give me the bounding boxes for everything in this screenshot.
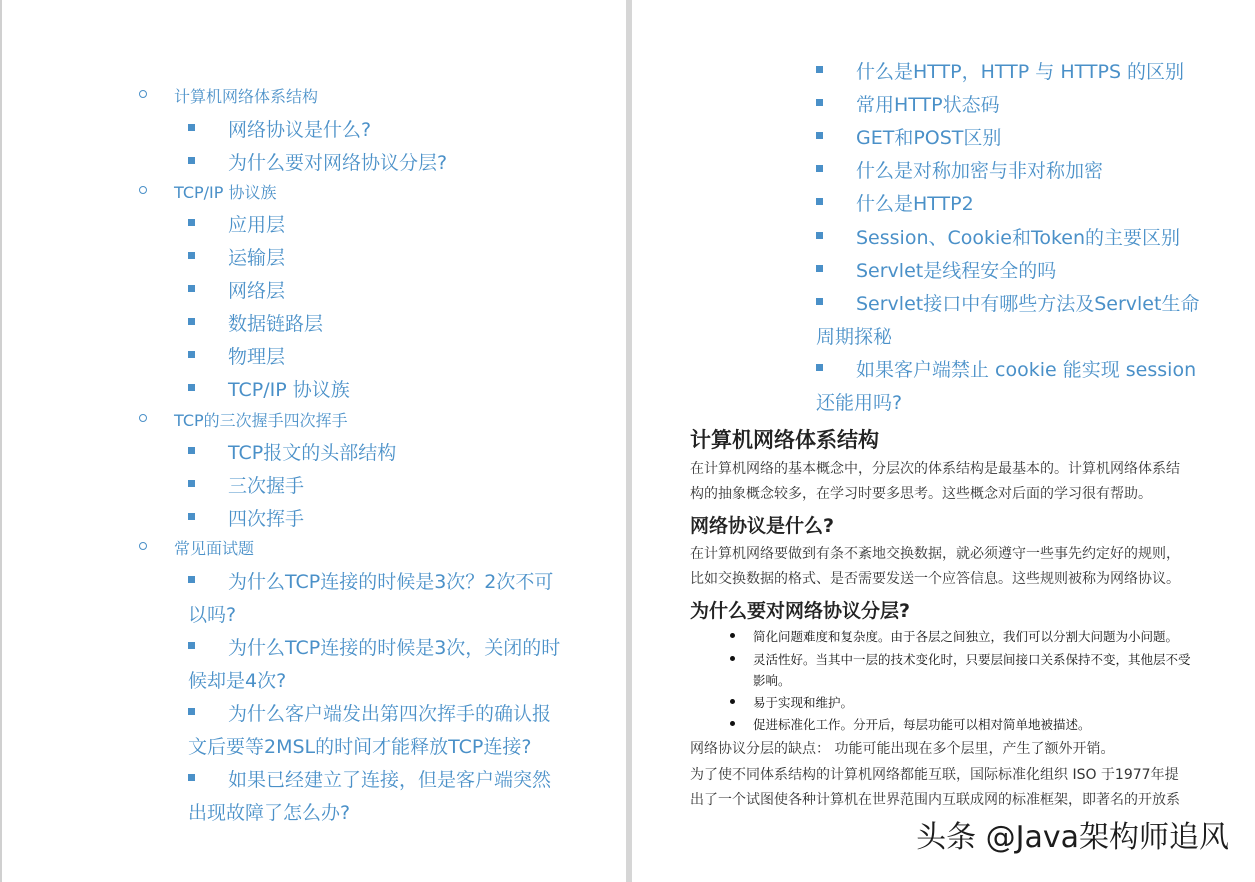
toc-sublink[interactable]: GET和POST区别	[856, 127, 1002, 149]
toc-sublink[interactable]: 数据链路层	[228, 313, 324, 335]
toc-sublink[interactable]: 什么是对称加密与非对称加密	[856, 160, 1104, 182]
section-heading: 计算机网络体系结构	[690, 428, 879, 452]
bullet-dot-icon	[730, 721, 735, 726]
toc-sublink[interactable]: 网络层	[228, 280, 286, 302]
square-bullet-icon	[816, 232, 823, 239]
circle-bullet-icon	[139, 414, 147, 422]
square-bullet-icon	[188, 124, 195, 131]
toc-sublink[interactable]: 为什么要对网络协议分层?	[228, 152, 448, 174]
toc-sublink[interactable]: 为什么TCP连接的时候是3次？2次不可	[228, 571, 554, 593]
toc-sublink[interactable]: TCP报文的头部结构	[228, 442, 397, 464]
toc-sublink[interactable]: 运输层	[228, 247, 286, 269]
right-page	[632, 0, 1255, 882]
toc-sublink[interactable]: 常用HTTP状态码	[856, 94, 1000, 116]
paragraph-line: 构的抽象概念较多，在学习时要多思考。这些概念对后面的学习很有帮助。	[690, 486, 1152, 502]
toc-link-handshake[interactable]: TCP的三次握手四次挥手	[174, 411, 348, 430]
toc-sublink-cont[interactable]: 以吗?	[188, 604, 237, 626]
toc-sublink[interactable]: 如果已经建立了连接，但是客户端突然	[228, 769, 552, 791]
square-bullet-icon	[188, 576, 195, 583]
bullet-item: 简化问题难度和复杂度。由于各层之间独立，我们可以分割大问题为小问题。	[753, 629, 1179, 644]
square-bullet-icon	[816, 99, 823, 106]
circle-bullet-icon	[139, 90, 147, 98]
toc-link-interview[interactable]: 常见面试题	[174, 539, 255, 558]
bullet-dot-icon	[730, 699, 735, 704]
toc-sublink-cont[interactable]: 出现故障了怎么办?	[188, 802, 351, 824]
toc-sublink[interactable]: 什么是HTTP2	[856, 193, 974, 215]
square-bullet-icon	[188, 219, 195, 226]
toc-sublink[interactable]: 如果客户端禁止 cookie 能实现 session	[856, 359, 1197, 381]
square-bullet-icon	[188, 318, 195, 325]
toc-sublink[interactable]: Servlet接口中有哪些方法及Servlet生命	[856, 293, 1200, 315]
toc-sublink[interactable]: 三次握手	[228, 475, 305, 497]
circle-bullet-icon	[139, 186, 147, 194]
bullet-dot-icon	[730, 633, 735, 638]
square-bullet-icon	[188, 285, 195, 292]
toc-link-tcpip[interactable]: TCP/IP 协议族	[174, 183, 277, 202]
square-bullet-icon	[816, 66, 823, 73]
paragraph-line: 比如交换数据的格式、是否需要发送一个应答信息。这些规则被称为网络协议。	[690, 571, 1180, 587]
square-bullet-icon	[188, 708, 195, 715]
bullet-item: 促进标准化工作。分开后，每层功能可以相对简单地被描述。	[753, 717, 1091, 732]
square-bullet-icon	[816, 132, 823, 139]
square-bullet-icon	[188, 513, 195, 520]
square-bullet-icon	[188, 480, 195, 487]
toc-sublink[interactable]: 什么是HTTP，HTTP 与 HTTPS 的区别	[856, 61, 1185, 83]
square-bullet-icon	[188, 384, 195, 391]
subsection-heading: 网络协议是什么?	[690, 515, 835, 537]
paragraph-line: 网络协议分层的缺点： 功能可能出现在多个层里，产生了额外开销。	[690, 741, 1115, 757]
paragraph-line: 在计算机网络的基本概念中，分层次的体系结构是最基本的。计算机网络体系结	[690, 461, 1180, 477]
watermark-text: 头条 @Java架构师追风	[916, 820, 1229, 855]
toc-sublink[interactable]: 四次挥手	[228, 508, 305, 530]
toc-sublink[interactable]: 为什么TCP连接的时候是3次，关闭的时	[228, 637, 561, 659]
toc-sublink[interactable]: 应用层	[228, 214, 286, 236]
square-bullet-icon	[816, 165, 823, 172]
paragraph-line: 为了使不同体系结构的计算机网络都能互联，国际标准化组织 ISO 于1977年提	[690, 767, 1179, 783]
square-bullet-icon	[188, 252, 195, 259]
square-bullet-icon	[188, 642, 195, 649]
square-bullet-icon	[188, 447, 195, 454]
toc-sublink[interactable]: TCP/IP 协议族	[228, 379, 350, 401]
bullet-item: 灵活性好。当其中一层的技术变化时，只要层间接口关系保持不变，其他层不受	[753, 652, 1191, 667]
circle-bullet-icon	[139, 542, 147, 550]
square-bullet-icon	[188, 351, 195, 358]
square-bullet-icon	[816, 265, 823, 272]
toc-sublink[interactable]: Servlet是线程安全的吗	[856, 260, 1057, 282]
subsection-heading: 为什么要对网络协议分层?	[690, 600, 911, 622]
square-bullet-icon	[816, 198, 823, 205]
bullet-dot-icon	[730, 656, 735, 661]
toc-sublink[interactable]: 为什么客户端发出第四次挥手的确认报	[228, 703, 552, 725]
toc-sublink[interactable]: 物理层	[228, 346, 286, 368]
toc-sublink-cont[interactable]: 周期探秘	[816, 326, 893, 348]
toc-sublink-cont[interactable]: 文后要等2MSL的时间才能释放TCP连接?	[188, 736, 532, 758]
toc-link-network-architecture[interactable]: 计算机网络体系结构	[174, 87, 319, 106]
toc-sublink[interactable]: Session、Cookie和Token的主要区别	[856, 227, 1181, 249]
toc-sublink-cont[interactable]: 还能用吗?	[816, 392, 903, 414]
toc-sublink[interactable]: 网络协议是什么?	[228, 119, 372, 141]
square-bullet-icon	[188, 774, 195, 781]
square-bullet-icon	[816, 298, 823, 305]
left-page	[0, 0, 626, 882]
toc-sublink-cont[interactable]: 候却是4次?	[188, 670, 287, 692]
paragraph-line: 出了一个试图使各种计算机在世界范围内互联成网的标准框架，即著名的开放系	[690, 792, 1180, 808]
square-bullet-icon	[816, 364, 823, 371]
bullet-item: 易于实现和维护。	[753, 695, 854, 710]
square-bullet-icon	[188, 157, 195, 164]
bullet-item-cont: 影响。	[753, 673, 791, 688]
paragraph-line: 在计算机网络要做到有条不紊地交换数据，就必须遵守一些事先约定好的规则，	[690, 546, 1180, 562]
